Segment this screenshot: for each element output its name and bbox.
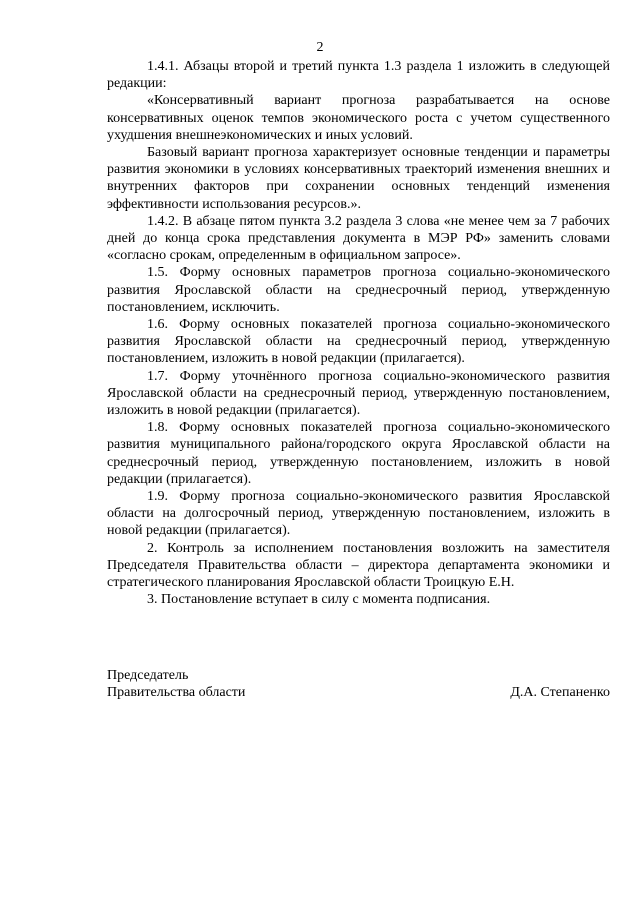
- paragraph-2: 2. Контроль за исполнением постановления возложить на заместителя Председателя Правительства области – директора департамента экономики и стратегического планирования Ярославской области Троицкую Е.Н.: [107, 540, 610, 591]
- page-number: 2: [316, 40, 324, 55]
- paragraph-conservative-variant: «Консервативный вариант прогноза разрабатывается на основе консервативных оценок темпов экономического роста с учетом существенного ухудшения внешнеэкономических и иных условий.: [107, 93, 610, 143]
- paragraph-1-4-1: 1.4.1. Абзацы второй и третий пункта 1.3 раздела 1 изложить в следующей редакции:: [107, 59, 610, 92]
- signatory-position-line1: Председатель: [107, 668, 189, 683]
- document-body: [107, 58, 610, 609]
- signatory-position-line2: Правительства области: [107, 685, 246, 701]
- paragraph-1-6: 1.6. Форму основных показателей прогноза социально-экономического развития Ярославской области на среднесрочный период, утвержденную постановлением, изложить в новой редакции (прилагается).: [107, 317, 610, 367]
- signature-line: [107, 684, 610, 701]
- signature-block: [107, 667, 610, 701]
- paragraph-1-9: 1.9. Форму прогноза социально-экономического развития Ярославской области на долгосрочный период, утвержденную постановлением, изложить в новой редакции (прилагается).: [107, 489, 610, 539]
- paragraph-1-7: 1.7. Форму уточнённого прогноза социально-экономического развития Ярославской области на среднесрочный период, утвержденную постановлением, изложить в новой редакции (прилагается).: [107, 368, 610, 419]
- signatory-name: Д.А. Степаненко: [510, 685, 610, 701]
- paragraph-1-8: 1.8. Форму основных показателей прогноза социально-экономического развития муниципального района/городского округа Ярославской области на среднесрочный период, утвержденную постановлением, изложить в новой редакции (прилагается).: [107, 420, 610, 487]
- paragraph-1-5: 1.5. Форму основных параметров прогноза социально-экономического развития Ярославской области на среднесрочный период, утвержденную постановлением, исключить.: [107, 265, 610, 315]
- paragraph-base-variant: Базовый вариант прогноза характеризует основные тенденции и параметры развития экономики в условиях консервативных траекторий изменения внешних и внутренних факторов при сохранении основных тенденций изменения эффективности использования ресурсов.».: [107, 145, 610, 212]
- paragraph-3: 3. Постановление вступает в силу с момента подписания.: [147, 592, 491, 608]
- paragraph-1-4-2: 1.4.2. В абзаце пятом пункта 3.2 раздела 3 слова «не менее чем за 7 рабочих дней до конца срока представления документа в МЭР РФ» заменить словами «согласно срокам, определенным в официальном запросе».: [107, 213, 610, 264]
